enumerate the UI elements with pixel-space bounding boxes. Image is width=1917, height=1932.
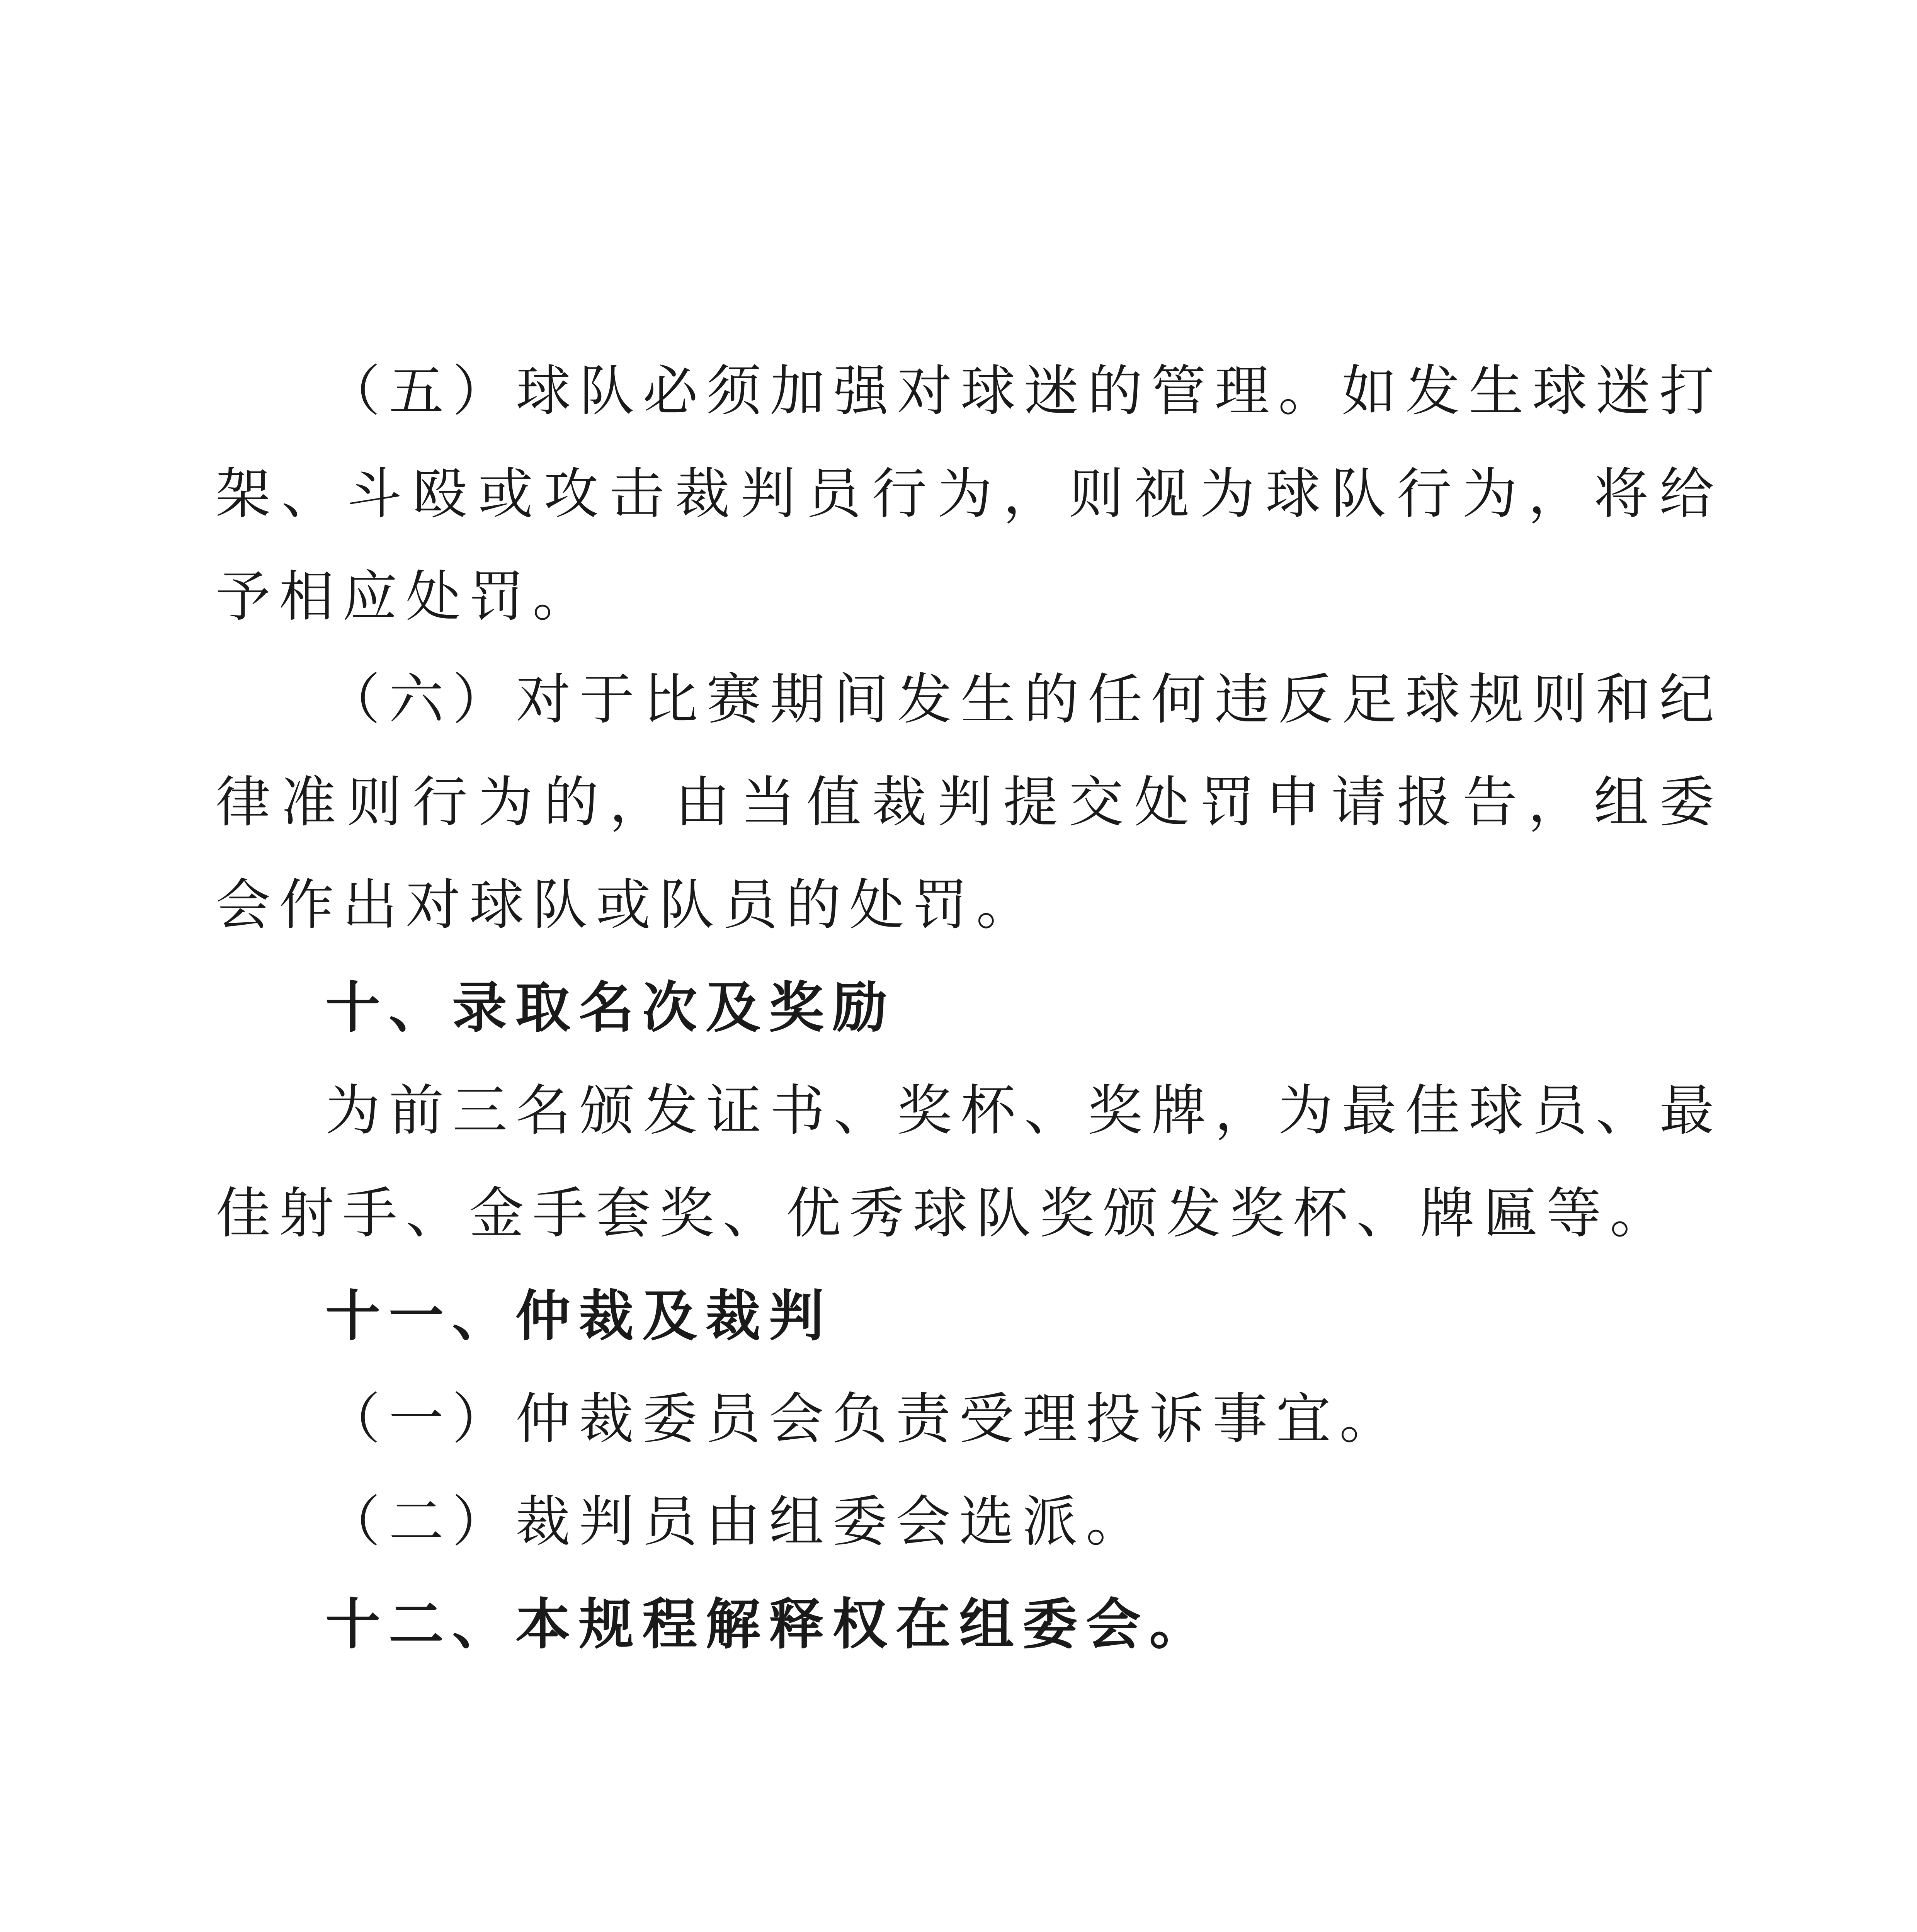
paragraph-arbitration-committee: （一）仲裁委员会负责受理投诉事宜。 — [325, 1387, 1403, 1451]
document-body — [216, 340, 1723, 1676]
paragraph-fans-management: （五）球队必须加强对球迷的管理。如发生球迷打架、斗殴或攻击裁判员行为，则视为球队行为，将给予相应处罚。 — [216, 359, 1723, 629]
paragraph-awards: 为前三名颁发证书、奖杯、奖牌，为最佳球员、最佳射手、金手套奖、优秀球队奖颁发奖杯、牌匾等。 — [216, 1079, 1723, 1245]
section-heading-interpretation: 十二、本规程解释权在组委会。 — [325, 1593, 1213, 1656]
paragraph-violation-penalty: （六）对于比赛期间发生的任何违反足球规则和纪律准则行为的，由当值裁判提交处罚申请报告，组委会作出对球队或队员的处罚。 — [216, 668, 1723, 937]
section-heading-rankings-awards: 十、录取名次及奖励 — [325, 976, 896, 1040]
section-heading-arbitration-referees: 十一、仲裁及裁判 — [325, 1284, 832, 1348]
paragraph-referee-assignment: （二）裁判员由组委会选派。 — [325, 1490, 1149, 1554]
